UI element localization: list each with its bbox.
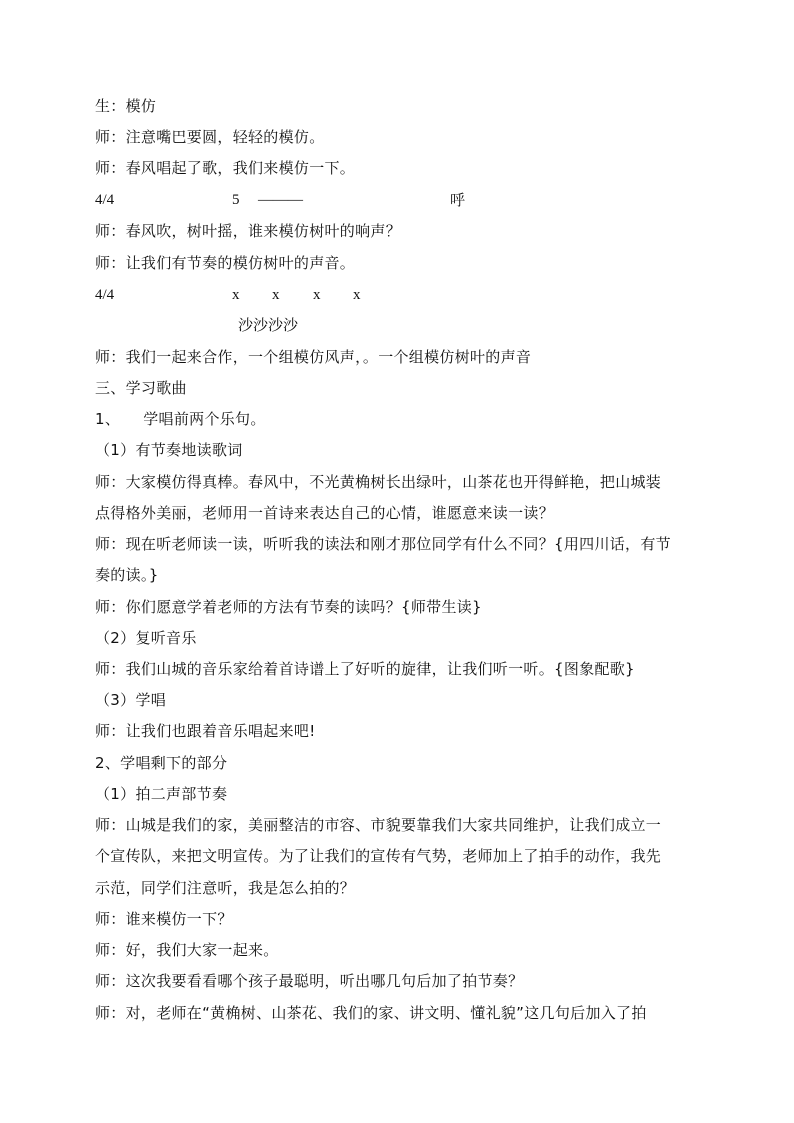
text-line: 师：大家模仿得真棒。春风中，不光黄桷树长出绿叶，山茶花也开得鲜艳，把山城装 xyxy=(95,473,662,491)
notation-beat: x xyxy=(272,287,280,303)
text-line: 师：我们山城的音乐家给着首诗谱上了好听的旋律，让我们听一听。{图象配歌} xyxy=(95,660,635,678)
text-line: （2）复听音乐 xyxy=(95,629,197,647)
text-line: 师：注意嘴巴要圆，轻轻的模仿。 xyxy=(95,128,325,146)
text-line: 师：让我们有节奏的模仿树叶的声音。 xyxy=(95,254,356,272)
section-heading: 三、学习歌曲 xyxy=(95,379,187,397)
text-line: 师：春风唱起了歌，我们来模仿一下。 xyxy=(95,159,356,177)
notation-beat: x xyxy=(353,287,361,303)
notation-note: 5 xyxy=(232,192,240,208)
text-line: （3）学唱 xyxy=(95,691,167,709)
text-line: 师：这次我要看看哪个孩子最聪明，听出哪几句后加了拍节奏？ xyxy=(95,972,524,990)
text-line: 生：模仿 xyxy=(95,97,157,115)
notation-beat: x xyxy=(232,287,240,303)
text-line: 2、学唱剩下的部分 xyxy=(95,754,228,772)
text-line: 个宣传队，来把文明宣传。为了让我们的宣传有气势，老师加上了拍手的动作，我先 xyxy=(95,847,662,865)
notation-meter: 4/4 xyxy=(95,192,115,208)
text-line: 师：春风吹，树叶摇，谁来模仿树叶的响声？ xyxy=(95,222,402,240)
text-line: 师：现在听老师读一读，听听我的读法和刚才那位同学有什么不同？{用四川话，有节 xyxy=(95,535,671,553)
text-line: 师：好，我们大家一起来。 xyxy=(95,941,279,959)
text-line: 师：我们一起来合作，一个组模仿风声，。一个组模仿树叶的声音 xyxy=(95,348,532,366)
text-line: （1）有节奏地读歌词 xyxy=(95,441,243,459)
text-line: 师：你们愿意学着老师的方法有节奏的读吗？{师带生读} xyxy=(95,598,482,616)
notation-dash: ——— xyxy=(258,192,303,208)
text-line: 奏的读。} xyxy=(95,566,159,584)
text-line: 师：让我们也跟着音乐唱起来吧! xyxy=(95,722,316,740)
notation-lyric: 呼 xyxy=(450,191,466,209)
text-line: 师：谁来模仿一下？ xyxy=(95,910,233,928)
notation-beat: x xyxy=(313,287,321,303)
text-line: 示范，同学们注意听，我是怎么拍的？ xyxy=(95,879,356,897)
notation-lyric: 沙沙沙沙 xyxy=(238,316,299,334)
text-line: （1）拍二声部节奏 xyxy=(95,785,228,803)
text-line: 点得格外美丽，老师用一首诗来表达自己的心情，谁愿意来读一读？ xyxy=(95,504,555,522)
notation-meter: 4/4 xyxy=(95,287,115,303)
text-line: 师：山城是我们的家，美丽整洁的市容、市貌要靠我们大家共同维护，让我们成立一 xyxy=(95,816,662,834)
text-line: 1、 学唱前两个乐句。 xyxy=(95,410,266,428)
text-line: 师：对，老师在“黄桷树、山茶花、我们的家、讲文明、懂礼貌”这几句后加入了拍 xyxy=(95,1004,647,1022)
